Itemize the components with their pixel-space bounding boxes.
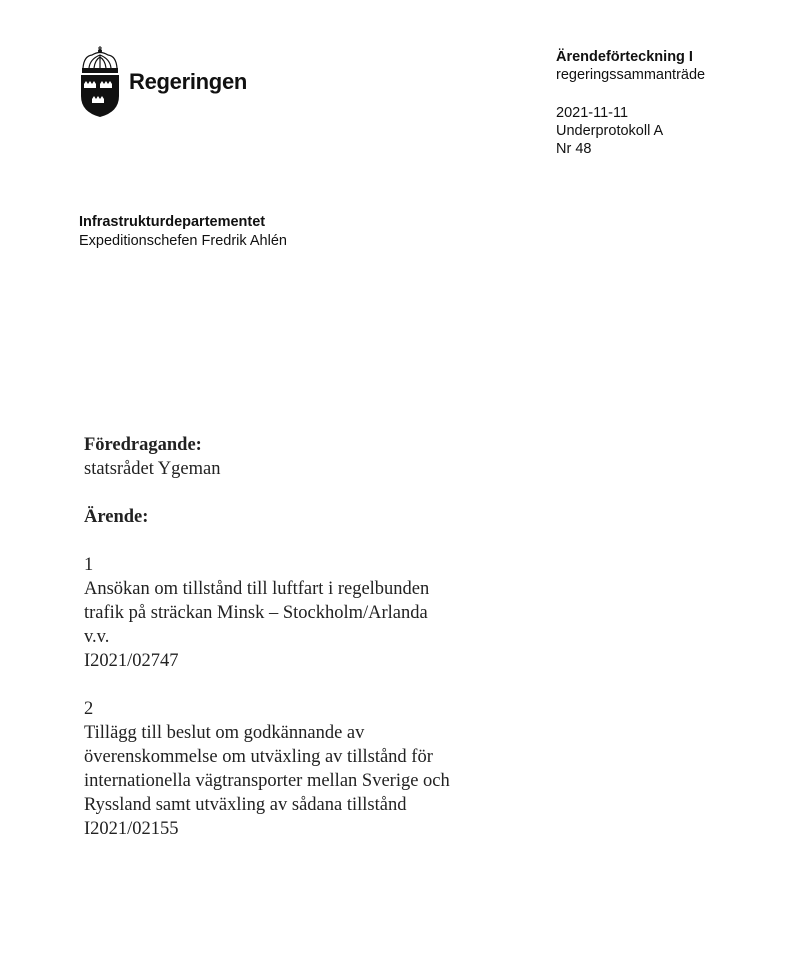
department-block bbox=[79, 213, 287, 251]
presenter-label: Föredragande: bbox=[84, 435, 202, 455]
document-title: Ärendeförteckning I bbox=[556, 49, 693, 65]
matter-item bbox=[84, 553, 514, 673]
matter-reference: I2021/02155 bbox=[84, 819, 179, 839]
presenter-name: statsrådet Ygeman bbox=[84, 459, 221, 479]
document-date: 2021-11-11 bbox=[556, 105, 629, 121]
matter-reference: I2021/02747 bbox=[84, 651, 179, 671]
document-number: Nr 48 bbox=[556, 141, 592, 157]
matter-item bbox=[84, 697, 514, 841]
matter-text: Ansökan om tillstånd till luftfart i regelbunden trafik på sträckan Minsk – Stockholm/Arlanda v.v. bbox=[84, 579, 430, 647]
matter-text: Tillägg till beslut om godkännande av överenskommelse om utväxling av tillstånd för internationella vägtransporter mellan Sverige och Ryssland samt utväxling av sådana tillstånd bbox=[84, 723, 450, 815]
department-person: Expeditionschefen Fredrik Ahlén bbox=[79, 233, 287, 249]
regeringen-logo bbox=[78, 46, 278, 118]
document-header bbox=[556, 48, 705, 158]
matter-number: 2 bbox=[84, 699, 94, 719]
matter-number: 1 bbox=[84, 555, 94, 575]
document-protocol: Underprotokoll A bbox=[556, 123, 664, 139]
matters-label: Ärende: bbox=[84, 507, 149, 527]
crown-shield-icon bbox=[78, 46, 122, 118]
department-name: Infrastrukturdepartementet bbox=[79, 214, 266, 230]
document-subtitle: regeringssammanträde bbox=[556, 67, 706, 83]
document-body bbox=[84, 433, 514, 841]
logo-text: Regeringen bbox=[129, 69, 248, 94]
